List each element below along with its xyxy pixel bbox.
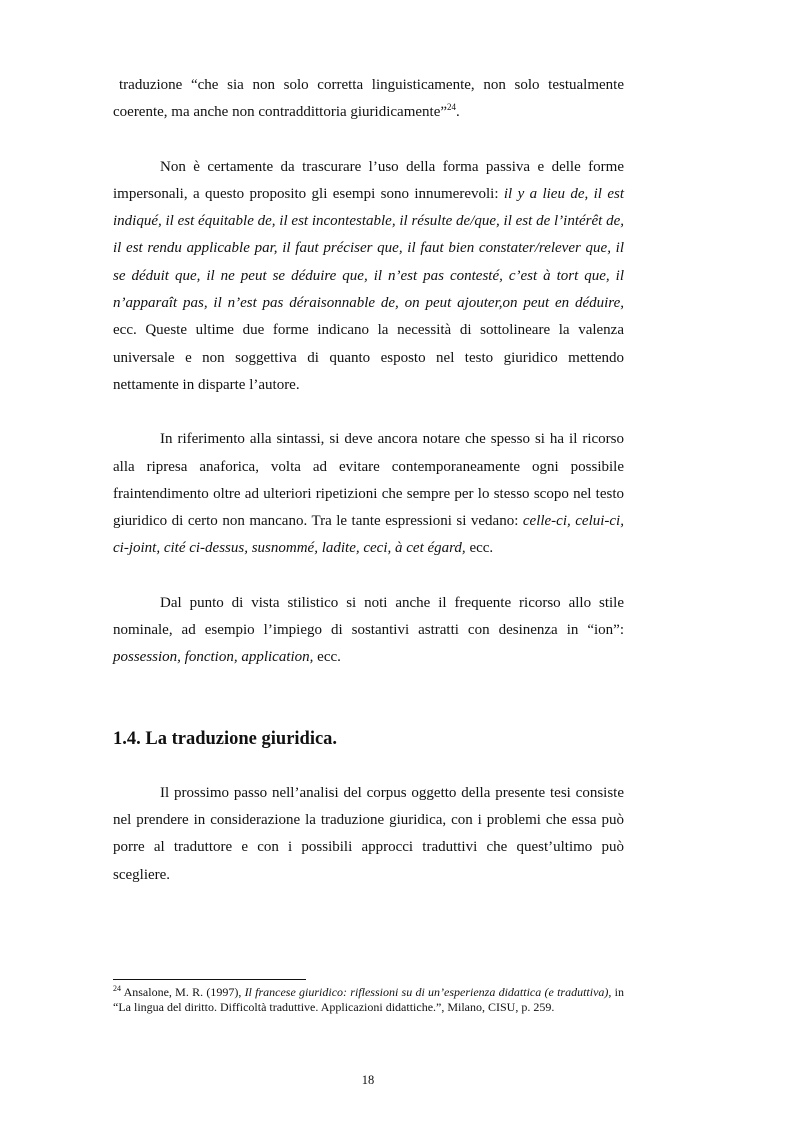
paragraph-5 xyxy=(113,780,624,889)
footnote-divider xyxy=(113,979,306,980)
paragraph-2 xyxy=(113,154,624,400)
page-body xyxy=(113,72,624,889)
paragraph-3-text-a: In riferimento alla sintassi, si deve ancora notare che spesso si ha il ricorso alla ripresa anaforica, volta ad evitare contemporaneamente ogni possibile fraintendimento oltre ad ulteriori ripetizioni che sempre per lo stesso scopo nel testo giuridico di certo non mancano. Tra le tante espressioni si vedano: xyxy=(113,431,624,530)
paragraph-2-italic: il y a lieu de, il est indiqué, il est équitable de, il est incontestable, il résulte de/que, il est de l’intérêt de, il est rendu applicable par, il faut préciser que, il faut bien constater/relever que, il se déduit que, il ne peut se déduire que, il n’est pas contesté, c’est à tort que, il n’apparaît pas, il n’est pas déraisonnable de, on peut ajouter,on peut en déduire, xyxy=(113,185,624,312)
paragraph-1-text: traduzione “che sia non solo corretta linguisticamente, non solo testualmente coerente, ma anche non contraddittoria giuridicamente” xyxy=(113,77,624,121)
page-number: 18 xyxy=(361,1073,375,1087)
paragraph-5-text: Il prossimo passo nell’analisi del corpus oggetto della presente tesi consiste nel prendere in considerazione la traduzione giuridica, con i problemi che essa può porre al traduttore e con i possibili approcci traduttivi che quest’ultimo può scegliere. xyxy=(113,784,624,883)
paragraph-2-text-a: Non è certamente da trascurare l’uso della forma passiva e delle forme impersonali, a questo proposito gli esempi sono innumerevoli: xyxy=(113,158,624,202)
footnote-text-a: Ansalone, M. R. (1997), xyxy=(121,985,245,999)
paragraph-3-text-b: ecc. xyxy=(465,540,494,557)
paragraph-3 xyxy=(113,426,624,562)
footnote xyxy=(113,985,624,1015)
paragraph-4-italic: possession, fonction, application, xyxy=(113,649,314,666)
paragraph-2-text-b: ecc. Queste ultime due forme indicano la necessità di sottolineare la valenza universale e non soggettiva di quanto esposto nel testo giuridico mettendo nettamente in disparte l’autore. xyxy=(113,322,624,393)
paragraph-3-italic: celle-ci, celui-ci, ci-joint, cité ci-dessus, susnommé, ladite, ceci, à cet égard, xyxy=(113,513,624,557)
paragraph-4-text-a: Dal punto di vista stilistico si noti anche il frequente ricorso allo stile nominale, ad esempio l’impiego di sostantivi astratti con desinenza in “ion”: xyxy=(113,594,624,639)
paragraph-1-end: . xyxy=(456,104,460,121)
footnote-italic: Il francese giuridico: riflessioni su di un’esperienza didattica (e traduttiva), xyxy=(244,985,612,999)
footnote-text-b: in “La lingua del diritto. Difficoltà traduttive. Applicazioni didattiche.”, Milano, CISU, p. 259. xyxy=(113,985,624,1014)
paragraph-4-text-b: ecc. xyxy=(313,649,341,666)
paragraph-1 xyxy=(113,72,624,127)
footnote-reference: 24 xyxy=(447,102,457,113)
section-heading: 1.4. La traduzione giuridica. xyxy=(113,728,338,749)
footnote-number: 24 xyxy=(113,984,121,993)
paragraph-4 xyxy=(113,590,624,672)
